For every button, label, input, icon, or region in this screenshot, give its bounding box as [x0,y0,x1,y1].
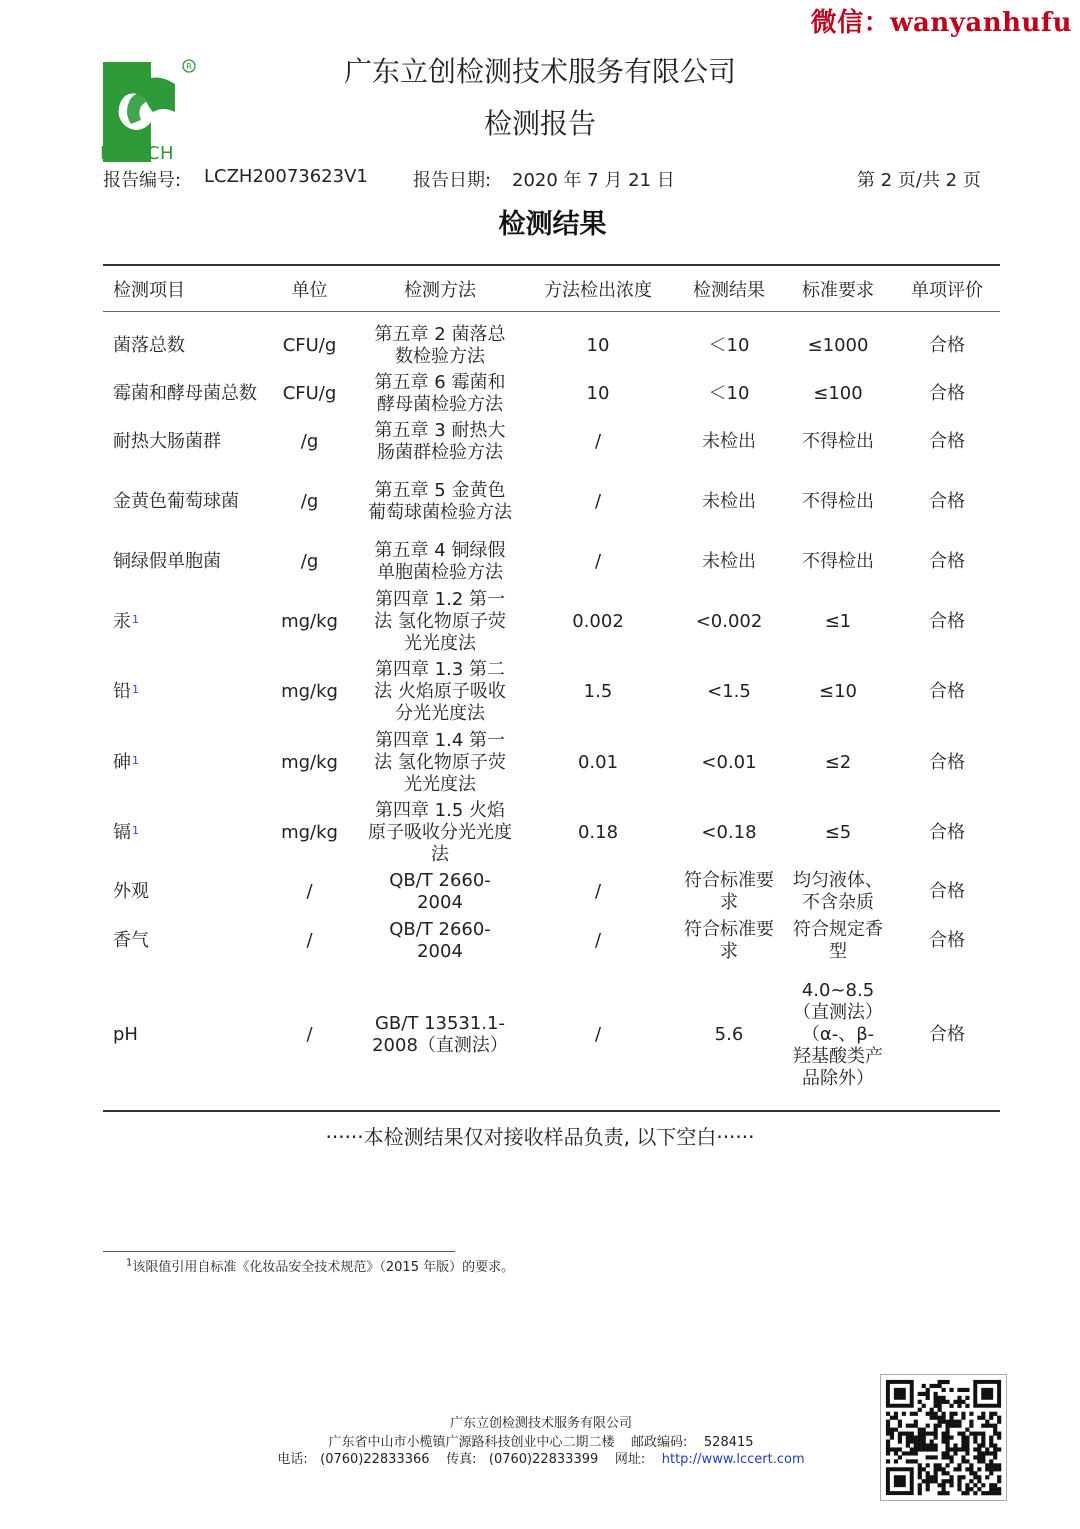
watermark-text: 微信：wanyanhufu [810,8,1072,38]
logo-wordmark: LCTECH [100,143,175,164]
cell-unit: /g [300,551,319,572]
cell-eval: 合格 [929,551,965,572]
cell-method: 第五章 2 菌落总数检验方法 [374,324,506,367]
footer-fax: (0760)22833399 [488,1452,599,1467]
cell-result: 符合标准要求 [684,870,774,913]
cell-standard: ≤1000 [807,335,869,356]
cell-standard: ≤10 [819,681,857,702]
cell-standard: 4.0~8.5（直测法）（α-、β-羟基酸类产品除外） [793,980,883,1089]
cell-lod: 0.002 [572,611,624,632]
cell-item: 金黄色葡萄球菌 [113,491,239,512]
cell-standard: ≤1 [824,611,852,632]
footer-company: 广东立创检测技术服务有限公司 [449,1416,632,1431]
cell-eval: 合格 [929,1024,965,1045]
cell-item: pH [113,1024,138,1045]
footer-postcode: 528415 [703,1435,754,1450]
cell-method: 第五章 6 霉菌和酵母菌检验方法 [374,372,506,415]
cell-lod: 0.01 [577,752,619,773]
page-indicator: 第 2 页/共 2 页 [857,170,981,191]
cell-method: GB/T 13531.1-2008（直测法） [372,1013,508,1056]
footer-web-label: 网址: [614,1452,646,1467]
cell-unit: mg/kg [281,681,338,702]
col-header-method: 检测方法 [404,280,476,301]
cell-method: QB/T 2660-2004 [389,870,491,913]
cell-result: 未检出 [702,551,756,572]
cell-item: 铜绿假单胞菌 [113,551,221,572]
cell-result: <0.01 [701,752,757,773]
cell-standard: ≤5 [824,822,852,843]
cell-method: 第五章 4 铜绿假单胞菌检验方法 [374,540,506,583]
qr-code-icon [880,1374,1007,1501]
cell-item: 铅$^1$ [113,681,139,702]
footnote-rule [103,1251,455,1252]
cell-method: QB/T 2660-2004 [389,919,491,962]
table-top-rule [103,264,1000,266]
cell-lod: / [594,881,602,902]
report-no: LCZH20073623V1 [204,166,368,187]
cell-result: <0.002 [695,611,763,632]
cell-result: 5.6 [714,1024,744,1045]
cell-lod: / [594,1024,602,1045]
cell-unit: / [306,1024,313,1045]
footnote-ref[interactable]: 1 [132,754,139,767]
cell-method: 第五章 3 耐热大肠菌群检验方法 [374,420,506,463]
col-header-lod: 方法检出浓度 [544,280,652,301]
cell-method: 第四章 1.2 第一法 氢化物原子荧光光度法 [374,589,506,654]
cell-unit: CFU/g [282,335,337,356]
footer-address: 广东省中山市小榄镇广源路科技创业中心二期二楼 [328,1435,615,1450]
footnote-ref[interactable]: 1 [132,613,139,626]
cell-unit: mg/kg [281,822,338,843]
cell-standard: ≤100 [813,383,863,404]
cell-result: 未检出 [702,431,756,452]
cell-item: 霉菌和酵母菌总数 [113,383,257,404]
svg-text:R: R [186,62,192,71]
cell-unit: mg/kg [281,611,338,632]
cell-item: 菌落总数 [113,335,185,356]
cell-method: 第四章 1.5 火焰原子吸收分光光度法 [368,800,512,865]
cell-method: 第四章 1.4 第一法 氢化物原子荧光光度法 [374,730,506,795]
cell-standard: 不得检出 [802,491,874,512]
report-date-label: 报告日期: [413,170,492,191]
footer-postcode-label: 邮政编码: [630,1435,688,1450]
cell-eval: 合格 [929,881,965,902]
cell-result: ＜10 [708,335,750,356]
footer-website-link[interactable]: http://www.lccert.com [661,1452,805,1467]
cell-eval: 合格 [929,611,965,632]
footer-fax-label: 传真: [446,1452,477,1467]
cell-lod: / [594,431,602,452]
cell-lod: 0.18 [577,822,619,843]
section-title: 检测结果 [498,209,607,240]
cell-eval: 合格 [929,681,965,702]
footnote-text: 该限值引用自标准《化妆品安全技术规范》（2015 年版）的要求。 [132,1260,515,1275]
cell-lod: 1.5 [583,681,613,702]
table-bottom-rule [103,1110,1000,1112]
cell-eval: 合格 [929,431,965,452]
cell-result: <0.18 [701,822,757,843]
report-date: 2020 年 7 月 21 日 [512,170,675,191]
cell-result: 未检出 [702,491,756,512]
footer-phone-label: 电话: [277,1452,308,1467]
col-header-item: 检测项目 [113,280,185,301]
table-header-rule [103,311,1000,312]
footnote [126,1256,514,1275]
cell-result: <1.5 [707,681,751,702]
col-header-standard: 标准要求 [802,280,874,301]
cell-method: 第五章 5 金黄色葡萄球菌检验方法 [368,480,512,523]
cell-standard: 不得检出 [802,431,874,452]
cell-standard: 不得检出 [802,551,874,572]
cell-method: 第四章 1.3 第二法 火焰原子吸收分光光度法 [374,659,506,724]
cell-item: 耐热大肠菌群 [113,431,221,452]
cell-result: 符合标准要求 [684,919,774,962]
cell-unit: / [306,881,313,902]
cell-item: 砷$^1$ [113,752,139,773]
cell-eval: 合格 [929,822,965,843]
cell-item: 香气 [113,930,149,951]
end-note: ······本检测结果仅对接收样品负责, 以下空白······ [325,1125,755,1149]
footnote-ref[interactable]: 1 [132,683,139,696]
cell-lod: / [594,551,602,572]
footnote-ref[interactable]: 1 [132,824,139,837]
report-title: 检测报告 [483,107,596,140]
col-header-eval: 单项评价 [911,280,983,301]
cell-unit: /g [300,431,319,452]
footnote-mark: 1 [126,1257,133,1269]
footer-phone: (0760)22833366 [320,1452,430,1467]
cell-unit: /g [300,491,319,512]
cell-unit: / [306,930,313,951]
cell-lod: 10 [586,383,610,404]
col-header-unit: 单位 [291,280,328,301]
cell-standard: 符合规定香型 [793,919,883,962]
cell-eval: 合格 [929,383,965,404]
cell-standard: 均匀液体、不含杂质 [793,870,883,913]
cell-standard: ≤2 [824,752,852,773]
cell-item: 镉$^1$ [113,822,139,843]
cell-unit: mg/kg [281,752,338,773]
cell-lod: 10 [586,335,610,356]
company-name: 广东立创检测技术服务有限公司 [343,55,736,88]
cell-eval: 合格 [929,491,965,512]
cell-lod: / [594,930,602,951]
col-header-result: 检测结果 [693,280,765,301]
cell-item: 外观 [113,881,149,902]
cell-lod: / [594,491,602,512]
cell-unit: CFU/g [282,383,337,404]
cell-item: 汞$^1$ [113,611,139,632]
report-no-label: 报告编号: [103,170,182,191]
cell-eval: 合格 [929,752,965,773]
cell-eval: 合格 [929,335,965,356]
cell-eval: 合格 [929,930,965,951]
cell-result: ＜10 [708,383,750,404]
